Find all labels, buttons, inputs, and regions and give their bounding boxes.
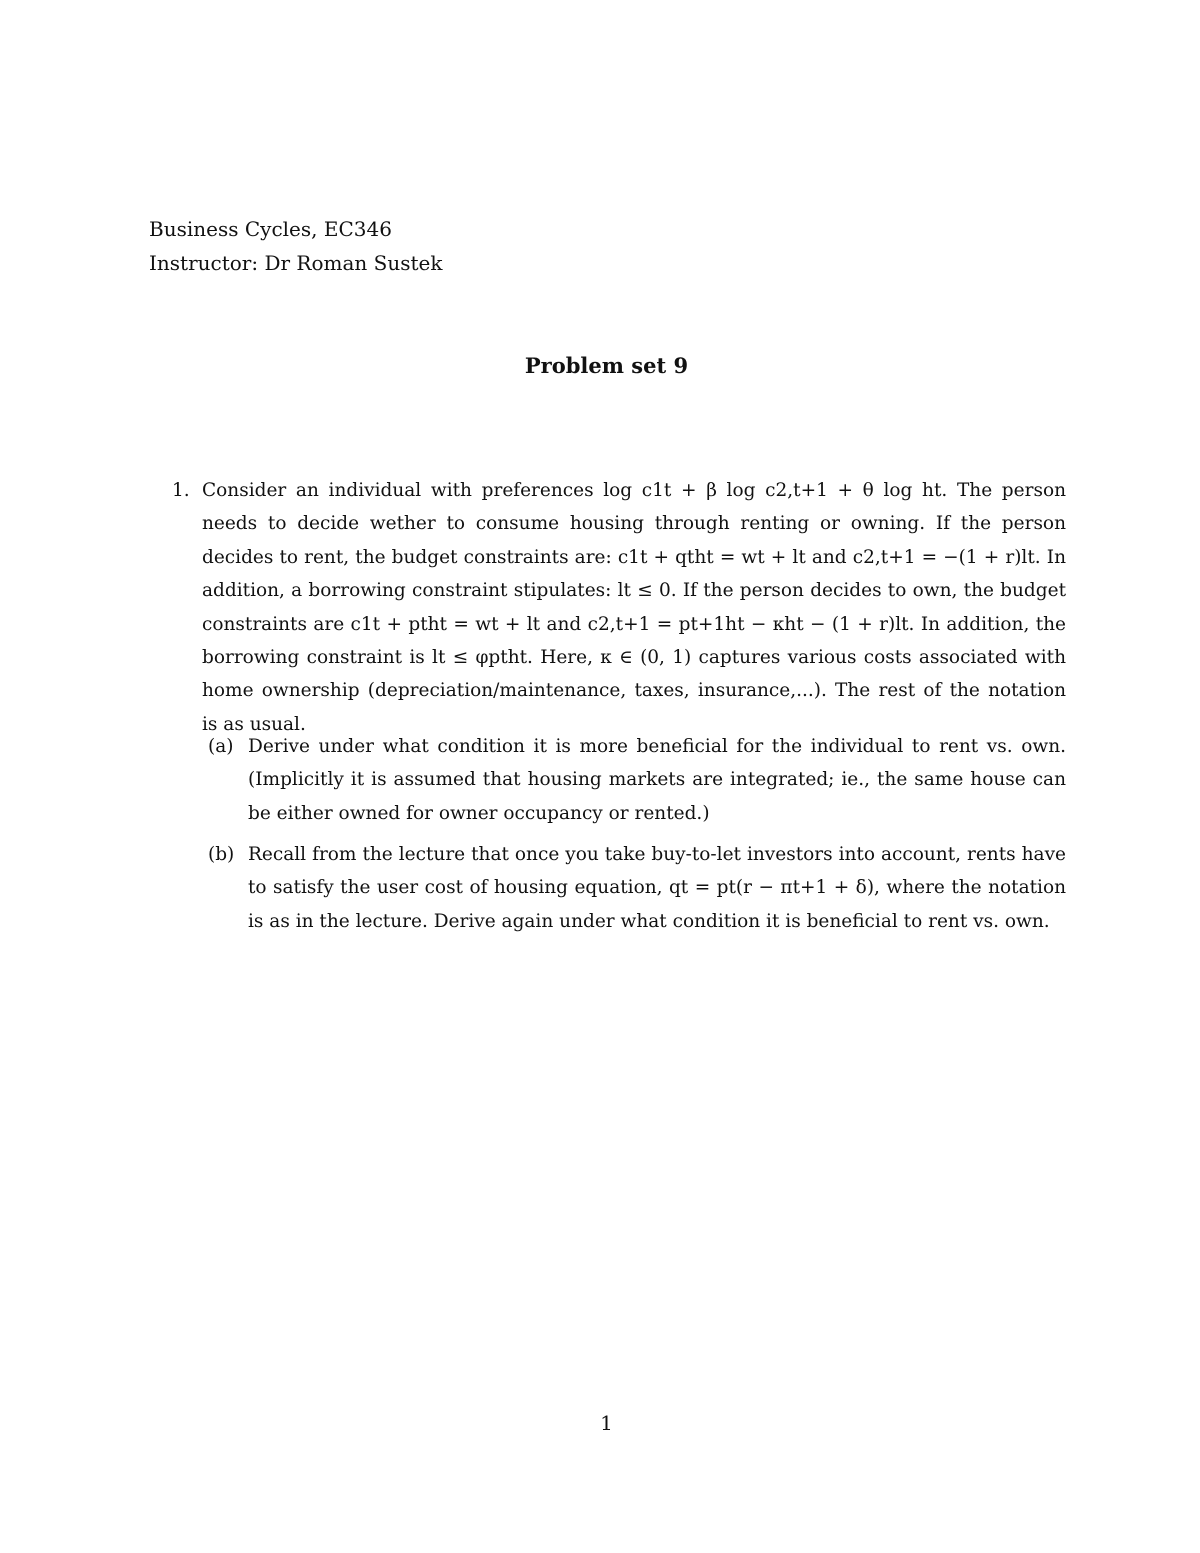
part-a-text: Derive under what condition it is more beneficial for the individual to rent vs. own. (Implicitly it is assumed that housing markets are integrated; ie., the same house can be either owned for owner occupancy or rented.): [248, 736, 1066, 824]
problem-text: Consider an individual with preferences log c1t + β log c2,t+1 + θ log ht. The person needs to decide wether to consume housing through renting or owning. If the person decides to rent, the budget constraints are: c1t + qtht = wt + lt and c2,t+1 = −(1 + r)lt. In addition, a borrowing constraint stipulates: lt ≤ 0. If the person decides to own, the budget constraints are c1t + ptht = wt + lt and c2,t+1 = pt+1ht − κht − (1 + r)lt. In addition, the borrowing constraint is lt ≤ φptht. Here, κ ∈ (0, 1) captures various costs associated with home ownership (depreciation/maintenance, taxes, insurance,...). The rest of the notation is as usual.: [202, 480, 1066, 735]
instructor-name: Instructor: Dr Roman Sustek: [149, 251, 443, 275]
problem-set-title: Problem set 9: [524, 353, 689, 378]
part-b-text: Recall from the lecture that once you take buy-to-let investors into account, rents have to satisfy the user cost of housing equation, qt = pt(r − πt+1 + δ), where the notation is as in the lecture. Derive again under what condition it is beneficial to rent vs. own.: [248, 844, 1066, 932]
part-b-label: (b): [208, 844, 235, 865]
problem-number: 1.: [172, 480, 190, 501]
course-title: Business Cycles, EC346: [149, 217, 392, 241]
page-number: 1: [600, 1411, 613, 1435]
part-a-label: (a): [208, 736, 234, 757]
